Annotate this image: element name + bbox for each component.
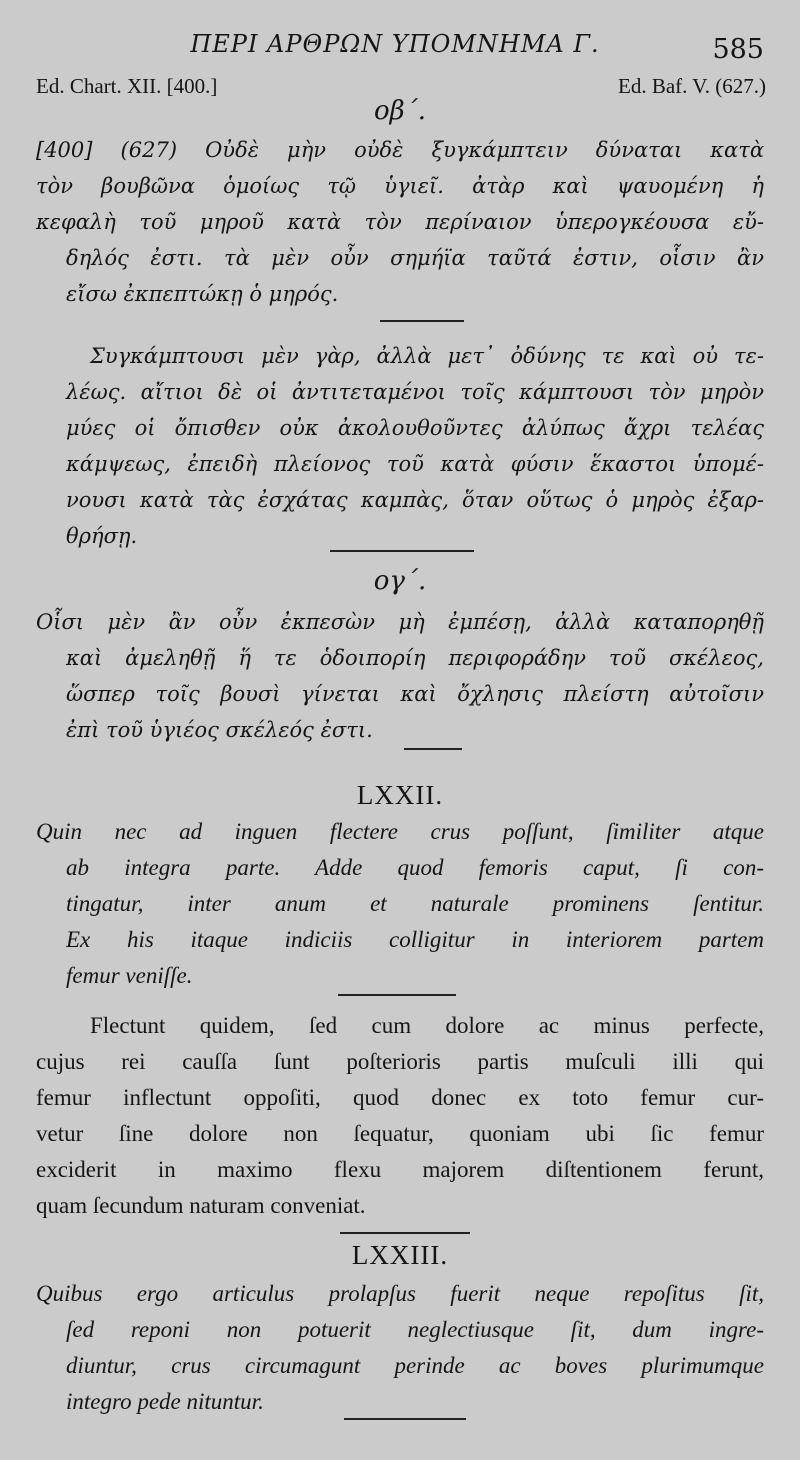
text-line: [400] (627) Οὐδὲ μὴν οὐδὲ ξυγκάμπτειν δύναται κατὰ [36, 138, 764, 162]
text-line: κάμψεως, ἐπειδὴ πλείονος τοῦ κατὰ φύσιν ἕκαστοι ὑπομέ- [66, 452, 764, 476]
text-line: Quin nec ad inguen flectere crus poſſunt, ſimiliter atque [36, 819, 764, 844]
page-number: 585 [712, 34, 764, 65]
latin-translation-paragraph-1 [36, 814, 764, 994]
text-line: integro pede nituntur. [66, 1389, 264, 1414]
text-line: quam ſecundum naturam conveniat. [36, 1193, 366, 1218]
text-line: exciderit in maximo flexu majorem diſtentionem ferunt, [36, 1157, 764, 1182]
separator-rule [404, 748, 462, 750]
text-line: λέως. αἴτιοι δὲ οἱ ἀντιτεταμένοι τοῖς κάμπτουσι τὸν μηρὸν [66, 380, 764, 404]
text-line: tingatur, inter anum et naturale prominens ſentitur. [66, 891, 764, 916]
text-line: femur inflectunt oppoſiti, quod donec ex toto femur cur- [36, 1085, 764, 1110]
text-line: Flectunt quidem, ſed cum dolore ac minus perfecte, [90, 1013, 764, 1038]
section-number-greek-73: ογ΄. [373, 566, 427, 596]
text-line: Οἷσι μὲν ἂν οὖν ἐκπεσὼν μὴ ἐμπέσῃ, ἀλλὰ καταπορηθῇ [36, 610, 764, 634]
edition-chartier: Ed. Chart. XII. [400.] [36, 74, 218, 98]
text-line: Quibus ergo articulus prolapſus fuerit neque repoſitus ſit, [36, 1281, 764, 1306]
separator-rule [344, 1418, 466, 1420]
latin-translation-paragraph-2 [36, 1276, 764, 1420]
text-line: κεφαλὴ τοῦ μηροῦ κατὰ τὸν περίναιον ὑπερογκέουσα εὔ- [36, 210, 764, 234]
text-line: ſed reponi non potuerit neglectiusque ſit, dum ingre- [66, 1317, 764, 1342]
edition-basel: Ed. Baf. V. (627.) [618, 74, 766, 98]
text-line: vetur ſine dolore non ſequatur, quoniam ubi ſic femur [36, 1121, 764, 1146]
text-line: Συγκάμπτουσι μὲν γὰρ, ἀλλὰ μετ᾽ ὀδύνης τε καὶ οὐ τε- [90, 344, 764, 368]
running-title: ΠΕΡΙ ΑΡΘΡΩΝ ΥΠΟΜΝΗΜΑ Γ. [190, 30, 600, 58]
text-line: θρήσῃ. [66, 524, 138, 548]
text-line: καὶ ἀμεληθῇ ἥ τε ὁδοιπορίη περιφοράδην τοῦ σκέλεος, [66, 646, 764, 670]
text-line: ἐπὶ τοῦ ὑγιέος σκέλεός ἐστι. [66, 718, 373, 742]
text-line: τὸν βουβῶνα ὁμοίως τῷ ὑγιεῖ. ἀτὰρ καὶ ψαυομένη ἡ [36, 174, 764, 198]
separator-rule [340, 1232, 470, 1234]
running-head [0, 30, 800, 64]
section-number-greek-72: οβ΄. [374, 96, 426, 126]
text-line: ab integra parte. Adde quod femoris caput, ſi con- [66, 855, 764, 880]
section-number-latin-72: LXXII. [356, 780, 444, 810]
text-line: femur veniſſe. [66, 963, 193, 988]
separator-rule [338, 994, 456, 996]
text-line: νουσι κατὰ τὰς ἐσχάτας καμπὰς, ὅταν οὕτως ὁ μηρὸς ἐξαρ- [66, 488, 764, 512]
text-line: ὥσπερ τοῖς βουσὶ γίνεται καὶ ὄχλησις πλείστη αὐτοῖσιν [66, 682, 764, 706]
section-number-latin-73: LXXIII. [351, 1240, 449, 1270]
separator-rule [380, 320, 464, 322]
greek-paragraph-3 [36, 604, 764, 748]
text-line: μύες οἱ ὄπισθεν οὐκ ἀκολουθοῦντες ἀλύπως ἄχρι τελέας [66, 416, 764, 440]
separator-rule [330, 550, 474, 552]
greek-paragraph-2 [36, 338, 764, 554]
greek-paragraph-1 [36, 132, 764, 312]
latin-commentary-paragraph [36, 1008, 764, 1224]
text-line: cujus rei cauſſa ſunt poſterioris partis muſculi illi qui [36, 1049, 764, 1074]
text-line: δηλός ἐστι. τὰ μὲν οὖν σημήϊα ταῦτά ἐστιν, οἷσιν ἂν [66, 246, 764, 270]
text-line: εἴσω ἐκπεπτώκῃ ὁ μηρός. [66, 282, 339, 306]
text-line: Ex his itaque indiciis colligitur in interiorem partem [66, 927, 764, 952]
text-line: diuntur, crus circumagunt perinde ac boves plurimumque [66, 1353, 764, 1378]
